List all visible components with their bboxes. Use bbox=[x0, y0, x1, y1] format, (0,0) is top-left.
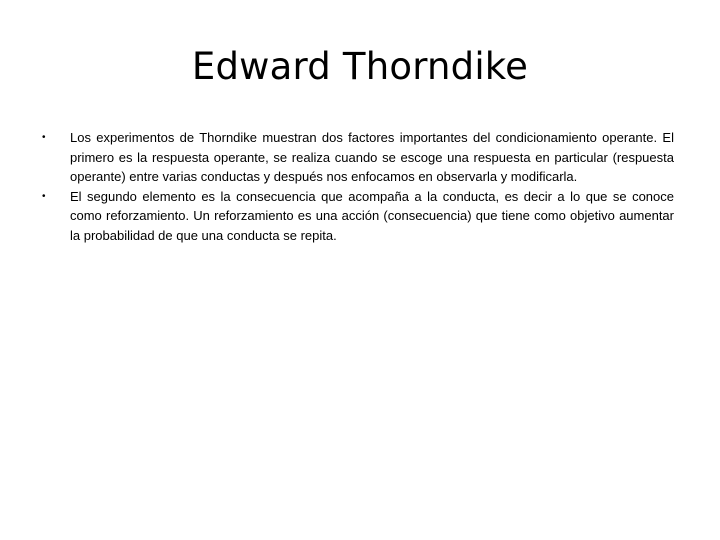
bullet-text: Los experimentos de Thorndike muestran dos factores importantes del condicionamiento operante. El primero es la respuesta operante, se realiza cuando se escoge una respuesta en particular (respuesta operante) entre varias conductas y después nos enfocamos en observarla y modificarla. bbox=[70, 130, 674, 184]
bullet-point-icon: • bbox=[42, 190, 46, 202]
slide-title: Edward Thorndike bbox=[191, 45, 529, 88]
bullet-item bbox=[42, 128, 674, 187]
bullet-list bbox=[42, 128, 674, 245]
bullet-item bbox=[42, 187, 674, 246]
bullet-text: El segundo elemento es la consecuencia que acompaña a la conducta, es decir a lo que se conoce como reforzamiento. Un reforzamiento es una acción (consecuencia) que tiene como objetivo aumentar la probabilidad de que una conducta se repita. bbox=[70, 188, 674, 243]
bullet-point-icon: • bbox=[42, 132, 46, 143]
